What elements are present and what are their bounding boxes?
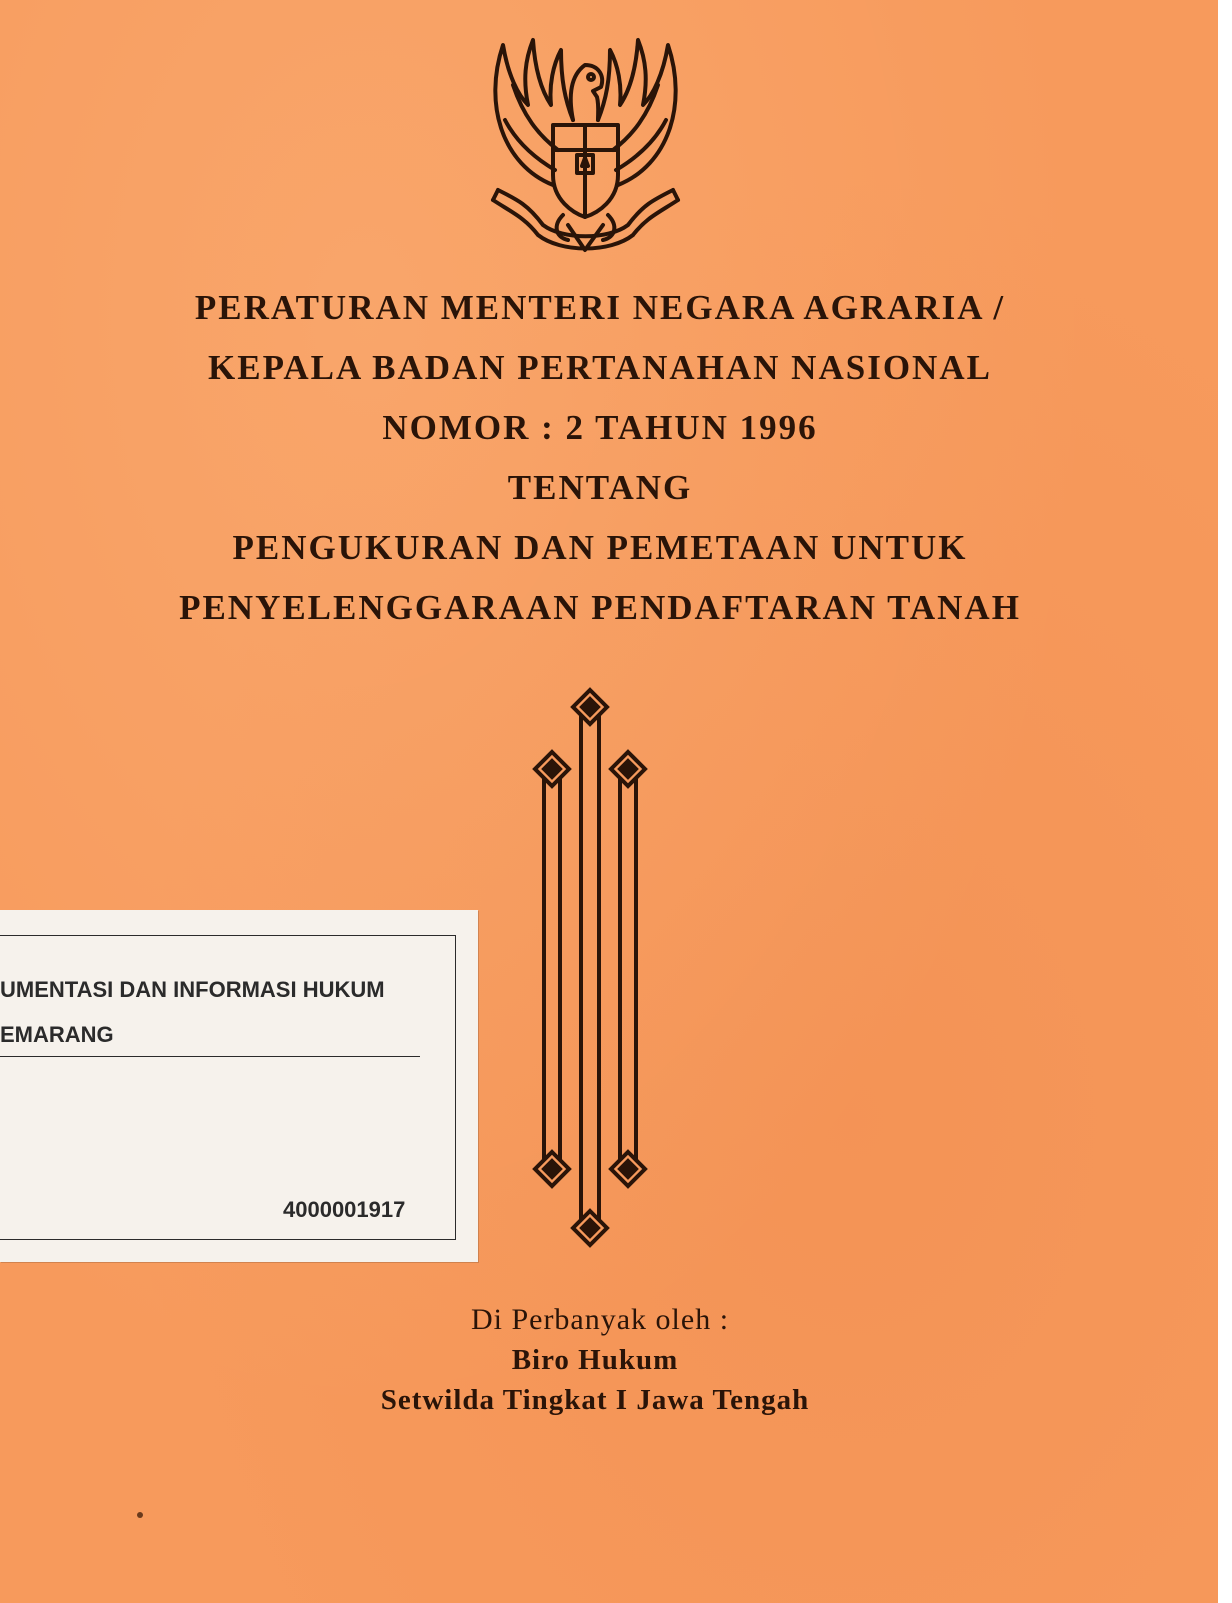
title-line-3: NOMOR : 2 TAHUN 1996 [382, 408, 818, 447]
label-city-text: EMARANG [0, 1022, 114, 1047]
title-line-2: KEPALA BADAN PERTANAHAN NASIONAL [208, 348, 992, 387]
publisher-office: Setwilda Tingkat I Jawa Tengah [380, 1384, 810, 1416]
title-line-1: PERATURAN MENTERI NEGARA AGRARIA / [194, 288, 1006, 327]
title-line-5: PENGUKURAN DAN PEMETAAN UNTUK [232, 528, 968, 567]
publisher-block [300, 1300, 890, 1420]
library-sticker-label [0, 910, 478, 1262]
label-divider [0, 1056, 420, 1057]
scan-margin [1218, 0, 1232, 1603]
title-line-4: TENTANG [507, 468, 693, 507]
document-title [100, 278, 1100, 638]
label-institution-text: UMENTASI DAN INFORMASI HUKUM [0, 977, 385, 1002]
paper-speck [137, 1512, 143, 1518]
label-catalog-number: 4000001917 [283, 1197, 406, 1222]
title-line-6: PENYELENGGARAAN PENDAFTARAN TANAH [179, 588, 1021, 627]
publisher-name: Biro Hukum [511, 1344, 679, 1376]
garuda-emblem-icon [483, 25, 688, 255]
publisher-intro: Di Perbanyak oleh : [470, 1303, 730, 1336]
diamond-ornament-icon [525, 685, 655, 1250]
